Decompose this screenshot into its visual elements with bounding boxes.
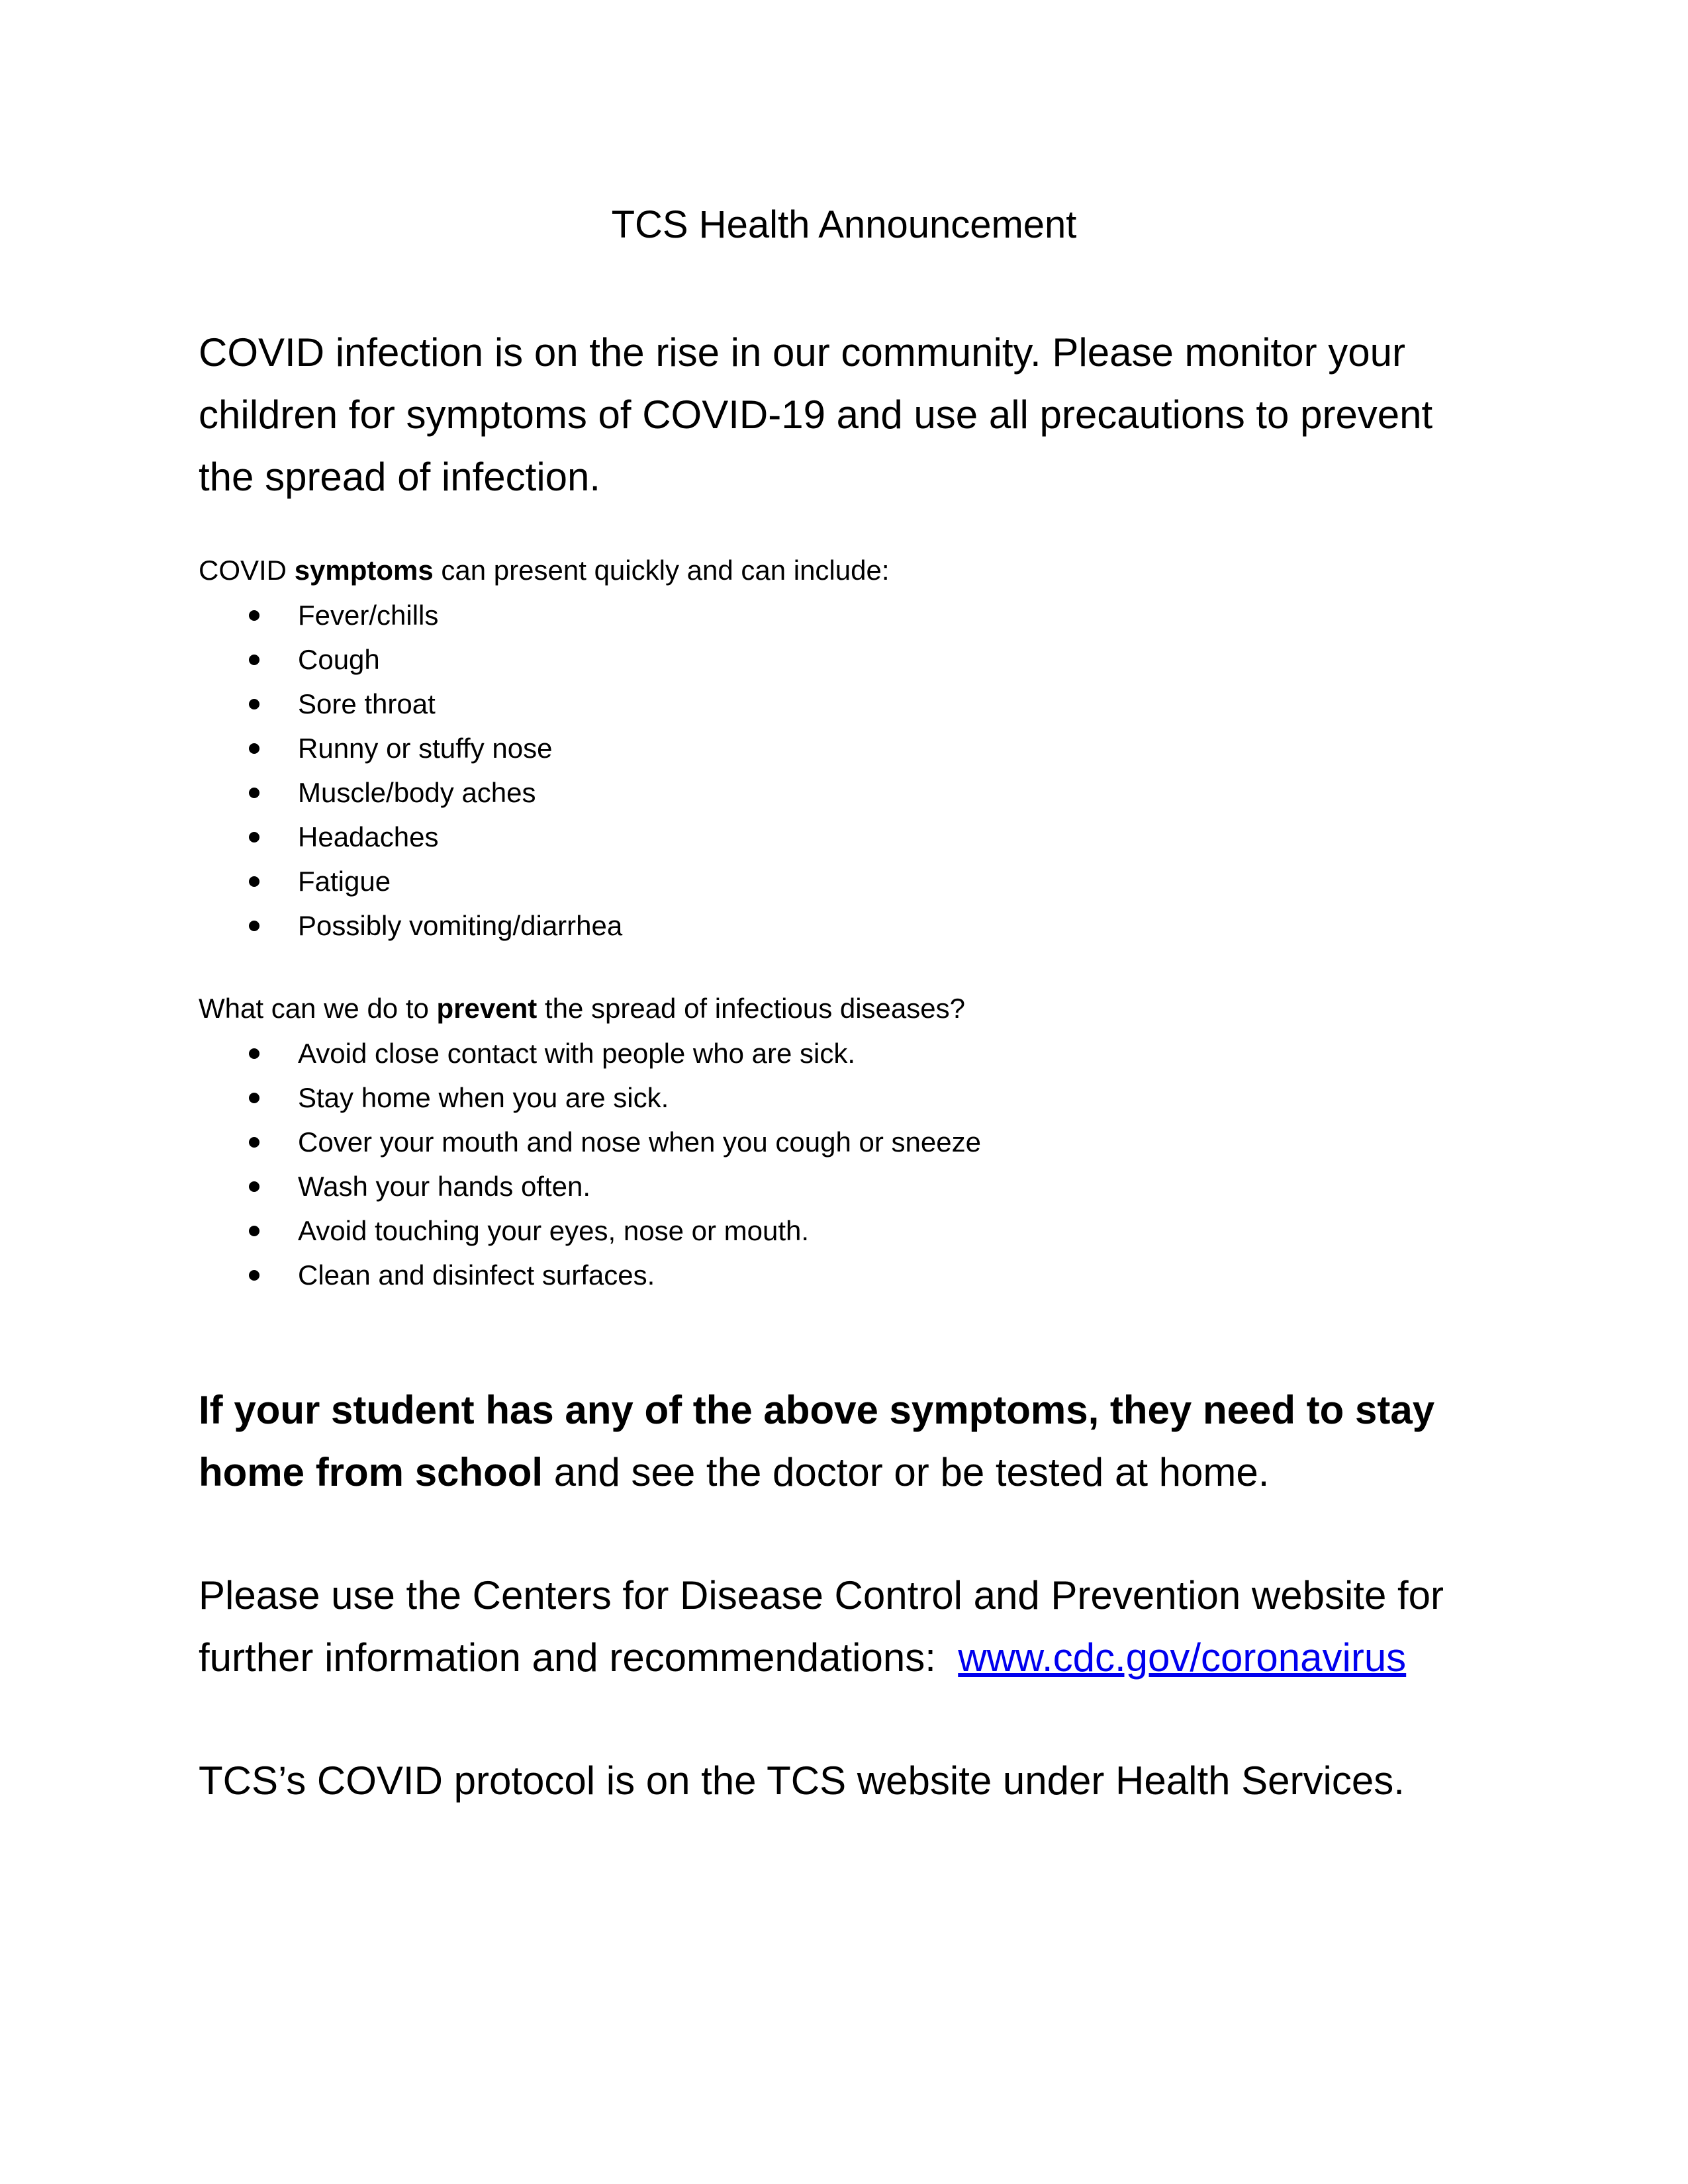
stay-home-paragraph [199, 1379, 1523, 1504]
bullet-icon [249, 921, 259, 931]
bullet-icon [249, 1048, 259, 1059]
bullet-icon [249, 1226, 259, 1236]
cdc-text: Please use the Centers for Disease Control and Prevention website for further information and recommendations: [199, 1573, 1455, 1680]
prevention-text: Avoid touching your eyes, nose or mouth. [298, 1215, 810, 1246]
prevention-list [199, 1031, 1496, 1297]
bullet-icon [249, 699, 259, 709]
intro-paragraph: COVID infection is on the rise in our community. Please monitor your children for symptoms of COVID-19 and use all precautions to prevent the spread of infection. [199, 330, 1433, 499]
prevention-text: Cover your mouth and nose when you cough or sneeze [298, 1126, 981, 1158]
bullet-icon [249, 655, 259, 665]
list-item [199, 1120, 1496, 1164]
symptom-text: Sore throat [298, 688, 436, 719]
document-title: TCS Health Announcement [611, 203, 1077, 246]
protocol-paragraph: TCS’s COVID protocol is on the TCS website under Health Services. [199, 1758, 1405, 1803]
prevention-text: Wash your hands often. [298, 1171, 591, 1202]
list-item [199, 903, 1496, 948]
list-item [199, 637, 1496, 682]
prevention-text: Avoid close contact with people who are sick. [298, 1038, 856, 1069]
list-item [199, 1075, 1496, 1120]
symptom-text: Fever/chills [298, 600, 439, 631]
list-item [199, 593, 1496, 637]
symptom-text: Fatigue [298, 866, 391, 897]
list-item [199, 859, 1496, 903]
list-item [199, 1208, 1496, 1253]
symptom-text: Runny or stuffy nose [298, 733, 553, 764]
prevent-lead-after: the spread of infectious diseases? [537, 993, 965, 1024]
symptom-text: Headaches [298, 821, 439, 852]
bullet-icon [249, 1093, 259, 1103]
prevent-lead-before: What can we do to [199, 993, 437, 1024]
bullet-icon [249, 743, 259, 754]
list-item [199, 1253, 1496, 1297]
bullet-icon [249, 1270, 259, 1281]
symptom-text: Cough [298, 644, 380, 675]
bullet-icon [249, 1137, 259, 1148]
prevention-text: Stay home when you are sick. [298, 1082, 669, 1113]
stay-home-rest: and see the doctor or be tested at home. [543, 1450, 1270, 1494]
bullet-icon [249, 876, 259, 887]
symptoms-list [199, 593, 1496, 948]
symptoms-lead-before: COVID [199, 555, 295, 586]
stay-home-bold: If your student has any of the above symptoms, they need to stay home from school [199, 1388, 1435, 1494]
list-item [199, 682, 1496, 726]
bullet-icon [249, 1181, 259, 1192]
bullet-icon [249, 832, 259, 842]
cdc-link[interactable]: www.cdc.gov/coronavirus [958, 1635, 1407, 1680]
symptom-text: Muscle/body aches [298, 777, 536, 808]
bullet-icon [249, 610, 259, 621]
cdc-paragraph [199, 1565, 1523, 1689]
prevention-text: Clean and disinfect surfaces. [298, 1259, 655, 1291]
list-item [199, 1031, 1496, 1075]
prevent-lead [199, 989, 1496, 1028]
list-item [199, 815, 1496, 859]
list-item [199, 770, 1496, 815]
list-item [199, 1164, 1496, 1208]
symptom-text: Possibly vomiting/diarrhea [298, 910, 623, 941]
bullet-icon [249, 788, 259, 798]
prevent-lead-bold: prevent [436, 993, 538, 1024]
symptoms-lead [199, 551, 1496, 590]
symptoms-lead-bold: symptoms [294, 555, 434, 586]
list-item [199, 726, 1496, 770]
symptoms-lead-after: can present quickly and can include: [433, 555, 890, 586]
